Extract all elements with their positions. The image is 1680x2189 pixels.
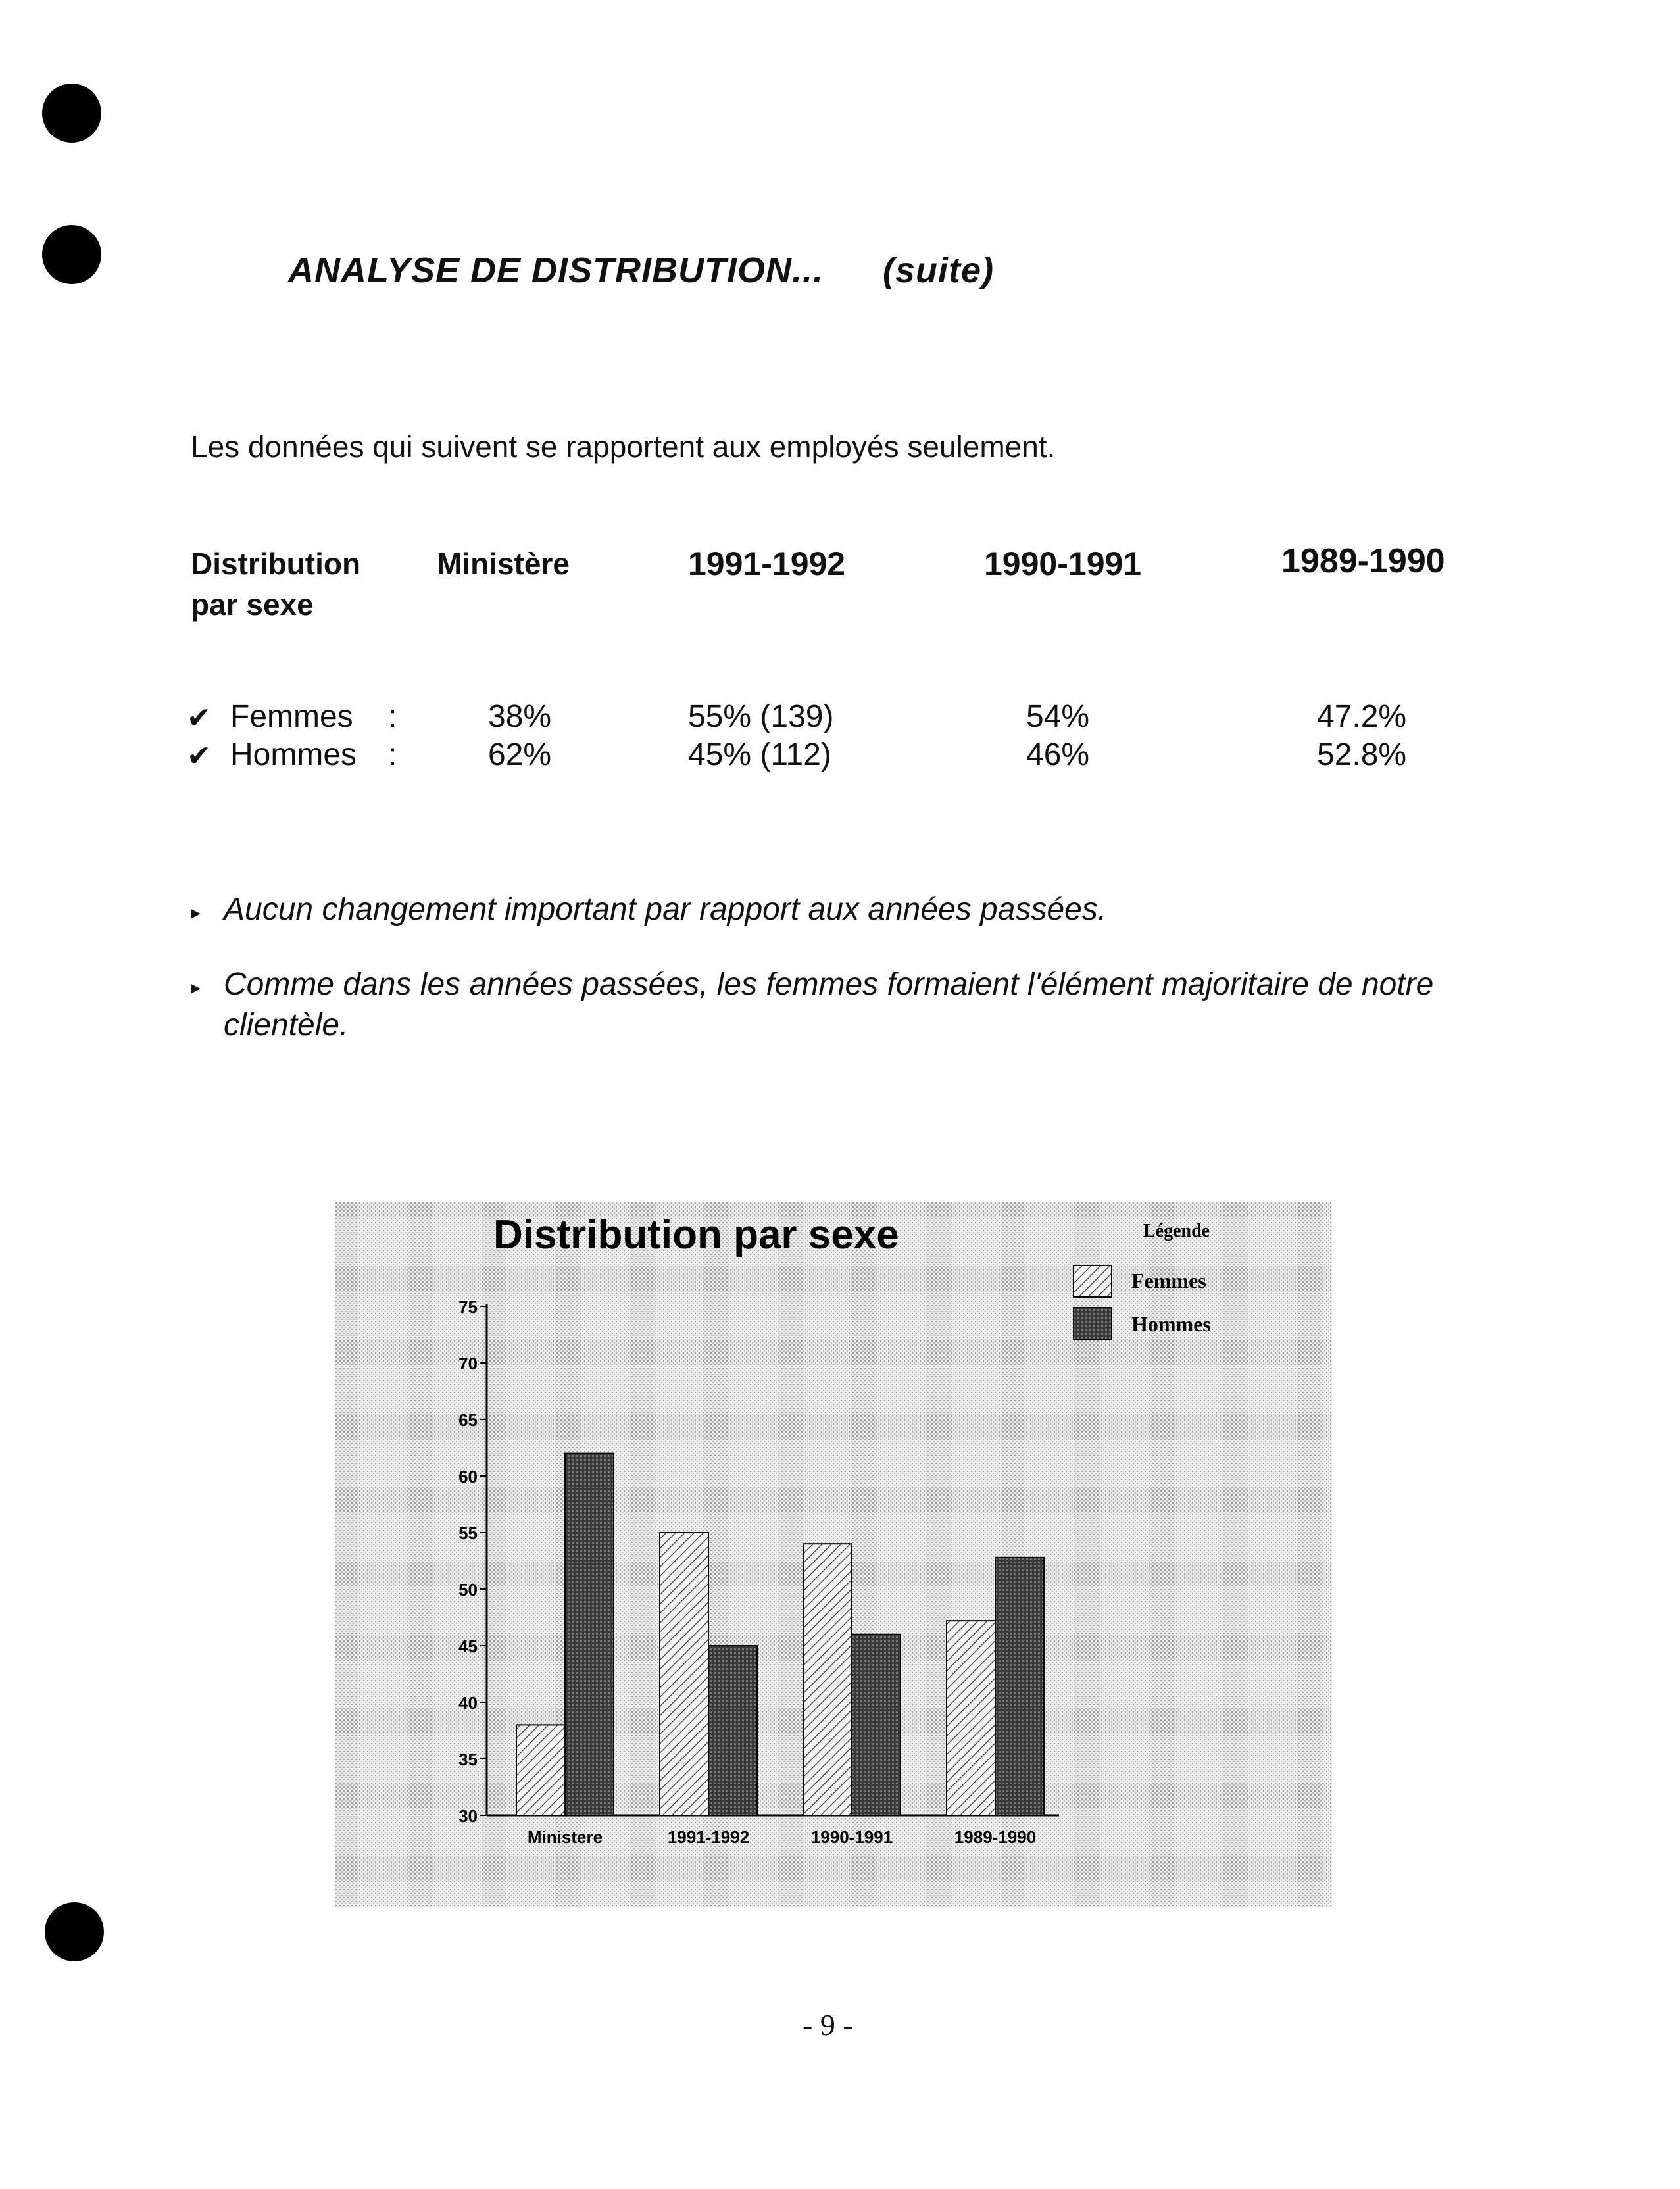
binder-hole-icon: [42, 225, 101, 284]
cell-femmes-1989-1990: 47.2%: [1317, 699, 1407, 734]
cell-hommes-ministere: 62%: [488, 737, 552, 772]
distribution-bar-chart: [335, 1202, 1332, 1907]
y-tick-label: 60: [458, 1467, 478, 1487]
heading-title: ANALYSE DE DISTRIBUTION...: [288, 251, 824, 290]
note-1: Aucun changement important par rapport aux années passées.: [224, 892, 1107, 927]
table-header-ministere: Ministère: [437, 547, 570, 581]
triangle-bullet-icon: ▸: [191, 902, 201, 923]
chart-title: Distribution par sexe: [493, 1212, 899, 1258]
x-category-label: 1991-1992: [667, 1827, 750, 1847]
cell-femmes-ministere: 38%: [488, 699, 552, 734]
binder-hole-icon: [45, 1902, 104, 1961]
y-tick-label: 40: [458, 1693, 478, 1713]
page-number: - 9 -: [803, 2008, 853, 2042]
y-tick-label: 55: [458, 1523, 478, 1543]
x-category-label: 1990-1991: [810, 1827, 893, 1847]
bar-hommes: [852, 1635, 901, 1815]
bar-hommes: [708, 1646, 757, 1815]
y-tick-label: 35: [458, 1750, 478, 1769]
table-header-distribution: [191, 543, 360, 625]
triangle-bullet-icon: ▸: [191, 977, 201, 998]
bar-hommes: [995, 1558, 1044, 1815]
y-tick-label: 75: [458, 1297, 478, 1317]
bar-femmes: [516, 1725, 565, 1815]
y-tick-label: 45: [458, 1636, 478, 1656]
cell-hommes-1989-1990: 52.8%: [1317, 737, 1407, 772]
legend-swatch-femmes: [1074, 1266, 1112, 1297]
bar-femmes: [947, 1621, 995, 1815]
y-tick-label: 65: [458, 1410, 478, 1430]
bar-hommes: [565, 1454, 614, 1815]
cell-femmes-1991-1992: 55% (139): [688, 699, 834, 734]
legend-swatch-hommes: [1074, 1308, 1112, 1339]
note-2: Comme dans les années passées, les femmes formaient l'élément majoritaire de notre clientèle.: [224, 967, 1434, 1043]
binder-hole-icon: [42, 84, 101, 143]
y-tick-label: 30: [458, 1806, 478, 1826]
row-colon: :: [388, 699, 397, 734]
y-tick-label: 70: [458, 1354, 478, 1373]
x-category-label: 1989-1990: [954, 1827, 1037, 1847]
legend-label-hommes: Hommes: [1131, 1312, 1211, 1336]
legend-title: Légende: [1143, 1221, 1210, 1241]
cell-femmes-1990-1991: 54%: [1026, 699, 1090, 734]
cell-hommes-1991-1992: 45% (112): [688, 737, 831, 772]
header-line-1: Distribution: [191, 547, 361, 581]
checkmark-icon: ✔: [187, 740, 211, 772]
table-header-1991-1992: 1991-1992: [688, 545, 846, 582]
row-colon: :: [388, 737, 397, 772]
header-line-2: par sexe: [191, 587, 314, 622]
bar-femmes: [660, 1533, 708, 1815]
row-label-hommes: Hommes: [230, 737, 357, 772]
row-label-femmes: Femmes: [230, 699, 353, 734]
y-tick-label: 50: [458, 1580, 478, 1600]
cell-hommes-1990-1991: 46%: [1026, 737, 1090, 772]
x-category-label: Ministere: [527, 1827, 603, 1847]
bar-femmes: [803, 1544, 852, 1815]
intro-text: Les données qui suivent se rapportent aux employés seulement.: [191, 430, 1056, 464]
table-header-1990-1991: 1990-1991: [984, 545, 1142, 582]
heading-suffix: (suite): [883, 251, 995, 290]
table-header-1989-1990: 1989-1990: [1281, 542, 1445, 580]
legend-label-femmes: Femmes: [1131, 1269, 1206, 1292]
page-heading: [288, 250, 994, 291]
checkmark-icon: ✔: [187, 702, 211, 734]
